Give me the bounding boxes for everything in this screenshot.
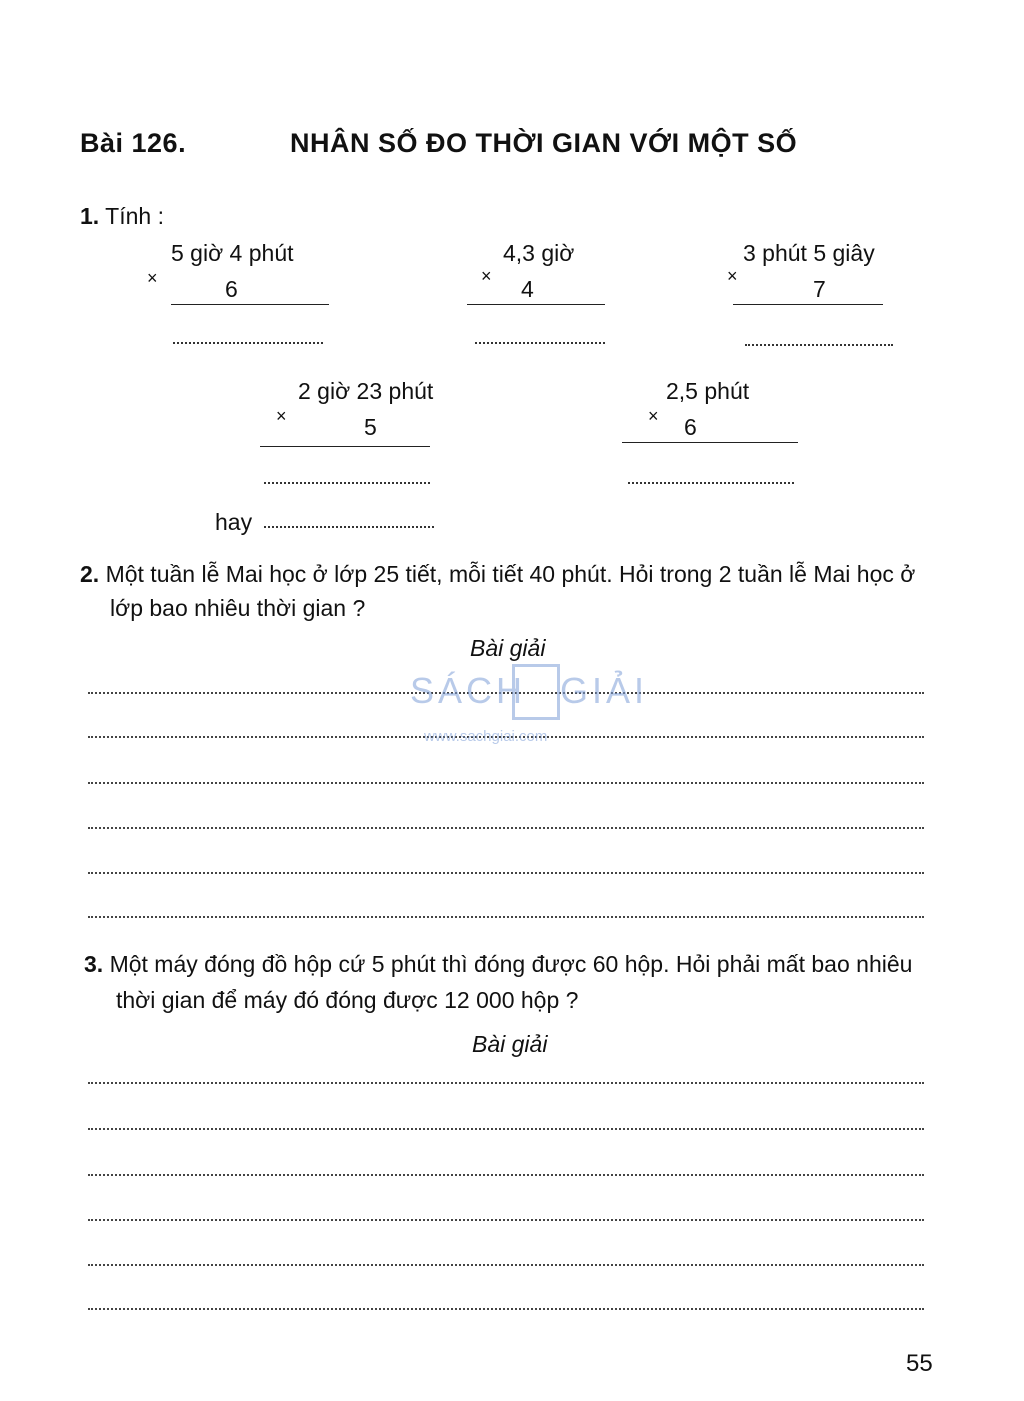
answer-line[interactable] xyxy=(88,1082,924,1084)
answer-line[interactable] xyxy=(88,1128,924,1130)
calc-rule xyxy=(171,304,329,305)
exercise-number: 3. xyxy=(84,951,104,977)
watermark-url: www.sachgiai.com xyxy=(424,728,548,745)
answer-line[interactable] xyxy=(88,916,924,918)
watermark-logo xyxy=(410,664,649,754)
multiplier: 7 xyxy=(813,276,826,302)
times-sign: × xyxy=(147,268,158,288)
multiplicand: 4,3 giờ xyxy=(503,240,575,266)
multiplicand: 3 phút 5 giây xyxy=(743,240,875,266)
calc-rule xyxy=(260,446,430,447)
calc-rule xyxy=(733,304,883,305)
lesson-title: NHÂN SỐ ĐO THỜI GIAN VỚI MỘT SỐ xyxy=(290,128,798,158)
multiplier: 4 xyxy=(521,276,534,302)
calc-rule xyxy=(622,442,798,443)
answer-line[interactable] xyxy=(628,482,794,484)
answer-line[interactable] xyxy=(88,1308,924,1310)
exercise-number: 1. xyxy=(80,203,100,229)
times-sign: × xyxy=(481,266,492,286)
watermark-brand-right: GIẢI xyxy=(560,670,649,711)
lesson-number: Bài 126. xyxy=(80,128,187,158)
multiplicand: 5 giờ 4 phút xyxy=(171,240,294,266)
exercise-2-text xyxy=(80,556,950,592)
calc-rule xyxy=(467,304,605,305)
answer-line[interactable] xyxy=(173,342,323,344)
exercise-3-line-1: Một máy đóng đồ hộp cứ 5 phút thì đóng được 60 hộp. Hỏi phải mất bao nhiêu xyxy=(109,951,913,977)
answer-line[interactable] xyxy=(88,1264,924,1266)
answer-line[interactable] xyxy=(88,827,924,829)
answer-line[interactable] xyxy=(88,782,924,784)
page-number: 55 xyxy=(906,1350,933,1377)
calc-problem-5 xyxy=(622,378,802,478)
multiplier: 6 xyxy=(225,276,238,302)
calc-problem-2 xyxy=(465,240,615,340)
times-sign: × xyxy=(276,406,287,426)
calc-problem-4 xyxy=(258,378,438,478)
solution-label: Bài giải xyxy=(470,635,546,661)
exercise-prompt: Tính : xyxy=(105,203,164,229)
watermark-box-icon xyxy=(512,664,560,720)
times-sign: × xyxy=(648,406,659,426)
exercise-1-heading xyxy=(80,198,164,234)
exercise-3-line-2: thời gian để máy đó đóng được 12 000 hộp ? xyxy=(116,987,579,1013)
hay-answer-line[interactable] xyxy=(264,526,434,528)
answer-line[interactable] xyxy=(745,344,893,346)
multiplier: 6 xyxy=(684,414,697,440)
hay-label: hay xyxy=(215,509,253,535)
answer-line[interactable] xyxy=(88,1174,924,1176)
watermark-brand-left: SÁCH xyxy=(410,670,527,711)
answer-line[interactable] xyxy=(88,872,924,874)
multiplicand: 2 giờ 23 phút xyxy=(298,378,434,404)
multiplier: 5 xyxy=(364,414,377,440)
exercise-2-line-2: lớp bao nhiêu thời gian ? xyxy=(110,595,366,621)
answer-line[interactable] xyxy=(264,482,430,484)
multiplicand: 2,5 phút xyxy=(666,378,750,404)
answer-line[interactable] xyxy=(88,1219,924,1221)
times-sign: × xyxy=(727,266,738,286)
calc-problem-3 xyxy=(725,240,900,340)
exercise-number: 2. xyxy=(80,561,100,587)
solution-label: Bài giải xyxy=(472,1031,548,1057)
calc-problem-1 xyxy=(145,240,335,340)
lesson-header xyxy=(80,128,960,168)
answer-line[interactable] xyxy=(475,342,605,344)
exercise-2-line-1: Một tuần lễ Mai học ở lớp 25 tiết, mỗi tiết 40 phút. Hỏi trong 2 tuần lễ Mai học ở xyxy=(105,561,916,587)
exercise-3-text xyxy=(84,946,954,982)
